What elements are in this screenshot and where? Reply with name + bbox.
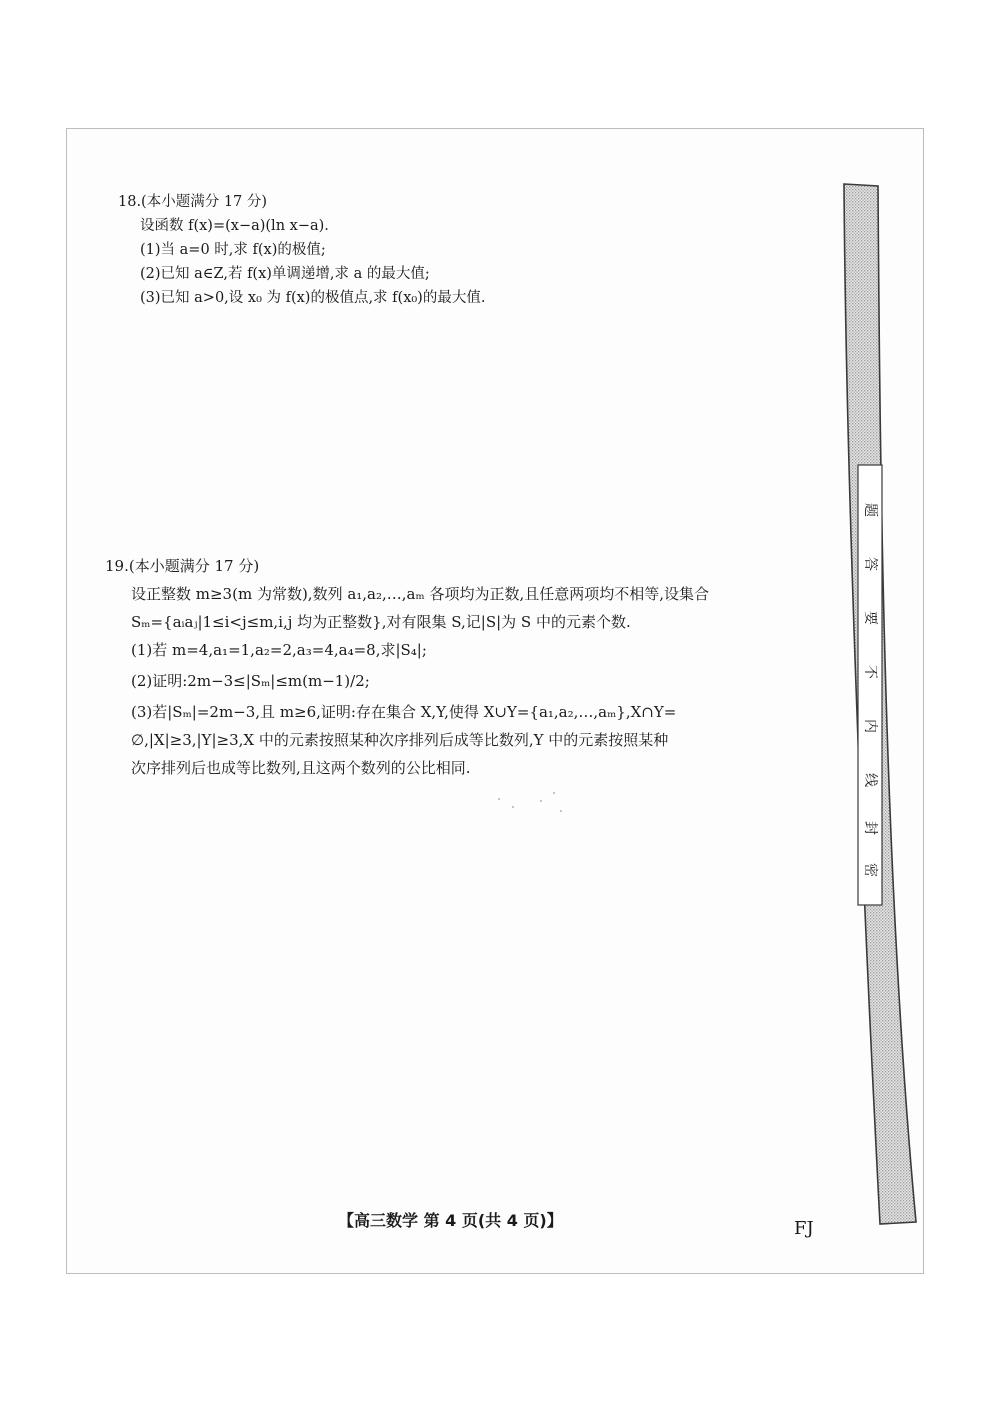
scan-speck	[553, 792, 555, 794]
question-19-stem-1: 设正整数 m≥3(m 为常数),数列 a₁,a₂,…,aₘ 各项均为正数,且任意两项均不相等,设集合	[131, 585, 710, 603]
seal-line-text	[858, 500, 884, 890]
question-19-part-3-line-2: ∅,|X|≥3,|Y|≥3,X 中的元素按照某种次序排列后成等比数列,Y 中的元素按照某种	[131, 731, 669, 749]
question-18-header: 18.(本小题满分 17 分)	[118, 194, 268, 210]
seal-char: 内	[862, 719, 878, 733]
question-19-stem-2: Sₘ={aᵢaⱼ|1≤i<j≤m,i,j 均为正整数},对有限集 S,记|S|为 S 中的元素个数.	[131, 613, 631, 631]
scan-speck	[540, 800, 542, 802]
question-19-part-3-line-1: (3)若|Sₘ|=2m−3,且 m≥6,证明:存在集合 X,Y,使得 X∪Y={a₁,a₂,…,aₘ},X∩Y=	[131, 703, 677, 721]
question-19	[105, 552, 805, 782]
corner-code: FJ	[794, 1218, 814, 1239]
question-18-part-2: (2)已知 a∈Z,若 f(x)单调递增,求 a 的最大值;	[140, 266, 430, 282]
scan-speck	[560, 810, 562, 812]
question-18-stem: 设函数 f(x)=(x−a)(ln x−a).	[140, 218, 329, 234]
question-18-part-1: (1)当 a=0 时,求 f(x)的极值;	[140, 242, 326, 258]
question-19-header: 19.(本小题满分 17 分)	[105, 557, 260, 575]
question-19-part-3-line-3: 次序排列后也成等比数列,且这两个数列的公比相同.	[131, 759, 471, 777]
question-19-part-2: (2)证明:2m−3≤|Sₘ|≤m(m−1)/2;	[131, 672, 370, 690]
question-18	[118, 190, 798, 310]
seal-char: 封	[862, 821, 878, 835]
seal-char: 题	[862, 503, 878, 517]
seal-char: 线	[862, 773, 878, 787]
question-19-part-1: (1)若 m=4,a₁=1,a₂=2,a₃=4,a₄=8,求|S₄|;	[131, 641, 427, 659]
seal-char: 不	[862, 665, 878, 679]
seal-char: 要	[862, 611, 878, 625]
question-18-part-3: (3)已知 a>0,设 x₀ 为 f(x)的极值点,求 f(x₀)的最大值.	[140, 290, 486, 306]
scan-speck	[512, 806, 514, 808]
scan-speck	[498, 798, 500, 800]
page-footer: 【高三数学 第 4 页(共 4 页)】	[338, 1211, 563, 1230]
seal-char: 答	[862, 557, 878, 571]
seal-char: 密	[862, 863, 878, 877]
